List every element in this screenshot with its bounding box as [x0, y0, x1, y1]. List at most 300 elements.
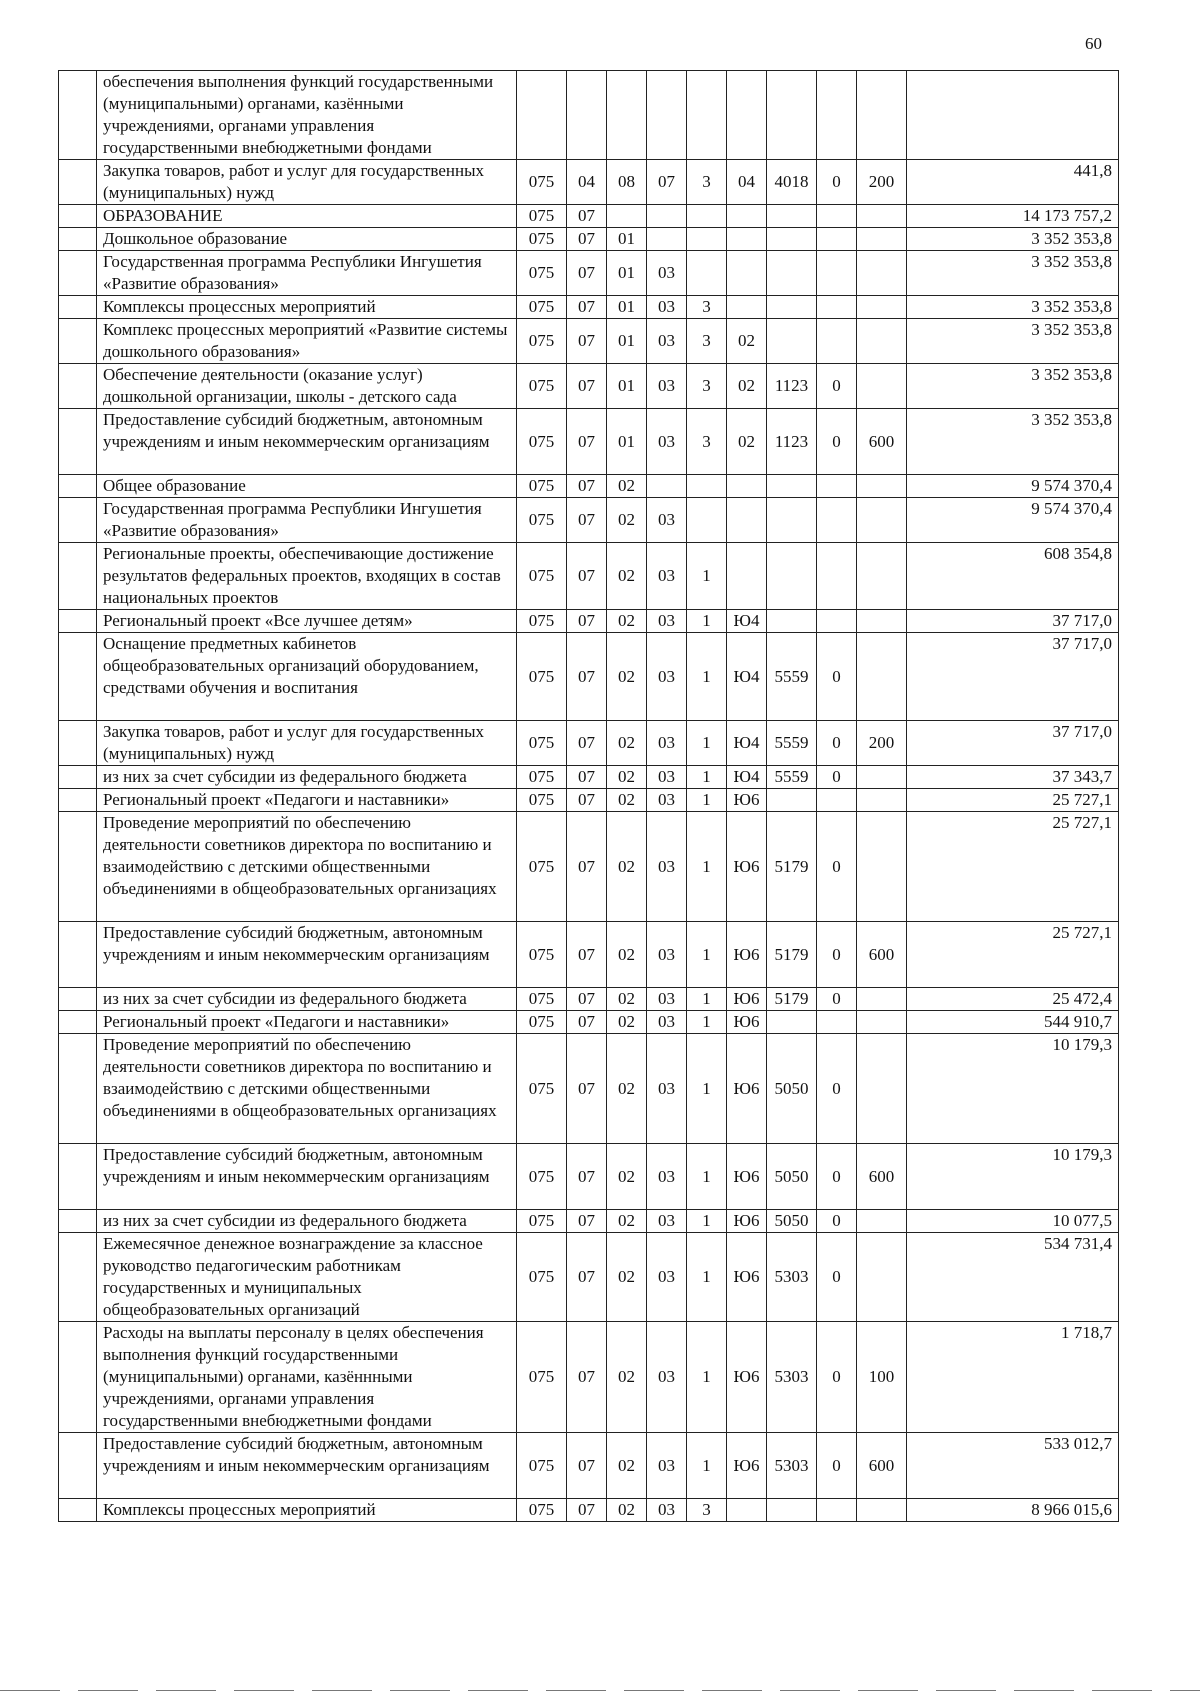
row-margin-cell — [59, 1233, 97, 1322]
row-margin-cell — [59, 766, 97, 789]
code-podrazdel — [607, 71, 647, 160]
row-amount: 25 727,1 — [907, 812, 1119, 922]
row-margin-cell — [59, 543, 97, 610]
table-row — [59, 1433, 1119, 1499]
code-subprogram — [727, 205, 767, 228]
code-type: 3 — [687, 160, 727, 205]
code-program: 03 — [647, 543, 687, 610]
code-direction: 5050 — [767, 1210, 817, 1233]
code-program — [647, 71, 687, 160]
code-glava: 075 — [517, 789, 567, 812]
code-sub: 0 — [817, 633, 857, 721]
code-glava: 075 — [517, 812, 567, 922]
row-name: Региональный проект «Педагоги и наставники» — [97, 789, 517, 812]
code-podrazdel: 02 — [607, 988, 647, 1011]
code-direction: 5303 — [767, 1322, 817, 1433]
code-sub: 0 — [817, 812, 857, 922]
code-vid-rashodov — [857, 319, 907, 364]
code-program: 03 — [647, 988, 687, 1011]
code-vid-rashodov: 100 — [857, 1322, 907, 1433]
code-type: 1 — [687, 1034, 727, 1144]
code-program — [647, 228, 687, 251]
row-margin-cell — [59, 409, 97, 475]
code-glava: 075 — [517, 475, 567, 498]
code-direction — [767, 498, 817, 543]
code-sub: 0 — [817, 1210, 857, 1233]
code-podrazdel: 02 — [607, 1233, 647, 1322]
code-subprogram — [727, 1499, 767, 1522]
code-razdel: 07 — [567, 1034, 607, 1144]
code-program: 03 — [647, 812, 687, 922]
row-name: Комплексы процессных мероприятий — [97, 296, 517, 319]
code-vid-rashodov — [857, 1011, 907, 1034]
code-type: 1 — [687, 1011, 727, 1034]
code-glava: 075 — [517, 1499, 567, 1522]
row-margin-cell — [59, 922, 97, 988]
code-vid-rashodov: 200 — [857, 721, 907, 766]
code-razdel: 07 — [567, 1011, 607, 1034]
code-sub: 0 — [817, 409, 857, 475]
code-type: 1 — [687, 789, 727, 812]
row-margin-cell — [59, 1433, 97, 1499]
code-podrazdel: 02 — [607, 789, 647, 812]
code-subprogram: Ю4 — [727, 766, 767, 789]
code-vid-rashodov: 600 — [857, 1433, 907, 1499]
code-glava: 075 — [517, 1433, 567, 1499]
table-row — [59, 922, 1119, 988]
code-program: 03 — [647, 922, 687, 988]
table-row — [59, 409, 1119, 475]
row-amount: 3 352 353,8 — [907, 296, 1119, 319]
code-podrazdel: 02 — [607, 1210, 647, 1233]
code-subprogram — [727, 228, 767, 251]
code-program: 03 — [647, 721, 687, 766]
code-vid-rashodov — [857, 766, 907, 789]
code-sub — [817, 205, 857, 228]
code-glava: 075 — [517, 1210, 567, 1233]
code-podrazdel: 01 — [607, 364, 647, 409]
code-razdel: 07 — [567, 789, 607, 812]
code-subprogram: Ю6 — [727, 1011, 767, 1034]
row-margin-cell — [59, 1499, 97, 1522]
code-direction: 5303 — [767, 1233, 817, 1322]
code-subprogram — [727, 71, 767, 160]
code-podrazdel: 02 — [607, 812, 647, 922]
code-subprogram: Ю4 — [727, 721, 767, 766]
code-program — [647, 205, 687, 228]
code-glava: 075 — [517, 766, 567, 789]
code-podrazdel: 02 — [607, 1499, 647, 1522]
code-razdel: 07 — [567, 922, 607, 988]
table-row — [59, 319, 1119, 364]
row-name: Предоставление субсидий бюджетным, автономным учреждениям и иным некоммерческим организациям — [97, 1144, 517, 1210]
code-subprogram — [727, 498, 767, 543]
code-razdel: 07 — [567, 1499, 607, 1522]
row-margin-cell — [59, 1210, 97, 1233]
table-row — [59, 789, 1119, 812]
code-vid-rashodov — [857, 543, 907, 610]
code-program: 03 — [647, 409, 687, 475]
code-glava: 075 — [517, 409, 567, 475]
page-bottom-line — [0, 1690, 1200, 1691]
row-amount: 25 472,4 — [907, 988, 1119, 1011]
code-program: 03 — [647, 789, 687, 812]
row-amount: 441,8 — [907, 160, 1119, 205]
code-podrazdel: 02 — [607, 475, 647, 498]
code-sub — [817, 543, 857, 610]
row-name: Предоставление субсидий бюджетным, автономным учреждениям и иным некоммерческим организациям — [97, 409, 517, 475]
code-program: 03 — [647, 1144, 687, 1210]
row-name: Обеспечение деятельности (оказание услуг) дошкольной организации, школы - детского сада — [97, 364, 517, 409]
code-razdel — [567, 71, 607, 160]
code-glava: 075 — [517, 1322, 567, 1433]
code-subprogram: Ю6 — [727, 1210, 767, 1233]
table-row — [59, 251, 1119, 296]
code-razdel: 07 — [567, 610, 607, 633]
table-row — [59, 475, 1119, 498]
row-amount: 37 717,0 — [907, 610, 1119, 633]
code-podrazdel: 01 — [607, 296, 647, 319]
row-margin-cell — [59, 498, 97, 543]
row-amount: 14 173 757,2 — [907, 205, 1119, 228]
code-type: 1 — [687, 988, 727, 1011]
code-subprogram: 04 — [727, 160, 767, 205]
code-sub — [817, 228, 857, 251]
code-razdel: 07 — [567, 228, 607, 251]
code-podrazdel: 02 — [607, 922, 647, 988]
code-type: 3 — [687, 409, 727, 475]
code-razdel: 07 — [567, 1433, 607, 1499]
table-row — [59, 766, 1119, 789]
code-podrazdel: 02 — [607, 543, 647, 610]
code-subprogram: 02 — [727, 319, 767, 364]
code-glava: 075 — [517, 319, 567, 364]
code-sub: 0 — [817, 1233, 857, 1322]
table-row — [59, 364, 1119, 409]
row-name: Комплекс процессных мероприятий «Развитие системы дошкольного образования» — [97, 319, 517, 364]
code-type: 1 — [687, 543, 727, 610]
table-row — [59, 1210, 1119, 1233]
page-number: 60 — [1085, 34, 1102, 53]
row-amount: 3 352 353,8 — [907, 364, 1119, 409]
code-razdel: 04 — [567, 160, 607, 205]
code-vid-rashodov — [857, 498, 907, 543]
code-program: 03 — [647, 364, 687, 409]
table-row — [59, 988, 1119, 1011]
code-podrazdel: 08 — [607, 160, 647, 205]
code-razdel: 07 — [567, 251, 607, 296]
code-glava: 075 — [517, 922, 567, 988]
row-name: Государственная программа Республики Ингушетия «Развитие образования» — [97, 498, 517, 543]
table-row — [59, 296, 1119, 319]
table-row — [59, 543, 1119, 610]
code-direction — [767, 228, 817, 251]
code-type: 1 — [687, 1144, 727, 1210]
code-subprogram — [727, 251, 767, 296]
code-program: 03 — [647, 1011, 687, 1034]
row-amount: 3 352 353,8 — [907, 319, 1119, 364]
code-program: 03 — [647, 610, 687, 633]
code-sub: 0 — [817, 1144, 857, 1210]
code-glava: 075 — [517, 610, 567, 633]
code-program: 03 — [647, 1233, 687, 1322]
code-sub: 0 — [817, 922, 857, 988]
code-vid-rashodov — [857, 633, 907, 721]
row-amount: 37 717,0 — [907, 721, 1119, 766]
code-subprogram: 02 — [727, 409, 767, 475]
row-amount: 25 727,1 — [907, 922, 1119, 988]
table-row — [59, 1233, 1119, 1322]
code-subprogram — [727, 475, 767, 498]
row-margin-cell — [59, 296, 97, 319]
code-direction: 5179 — [767, 922, 817, 988]
code-subprogram: Ю4 — [727, 633, 767, 721]
code-direction — [767, 789, 817, 812]
table-row — [59, 1322, 1119, 1433]
code-glava: 075 — [517, 251, 567, 296]
row-amount: 10 077,5 — [907, 1210, 1119, 1233]
table-body — [59, 71, 1119, 1522]
code-sub — [817, 610, 857, 633]
code-razdel: 07 — [567, 543, 607, 610]
table-row — [59, 1499, 1119, 1522]
table-row — [59, 633, 1119, 721]
row-name: из них за счет субсидии из федерального бюджета — [97, 766, 517, 789]
code-sub — [817, 251, 857, 296]
code-vid-rashodov — [857, 1034, 907, 1144]
row-margin-cell — [59, 610, 97, 633]
row-amount: 8 966 015,6 — [907, 1499, 1119, 1522]
code-vid-rashodov — [857, 789, 907, 812]
code-razdel: 07 — [567, 364, 607, 409]
code-sub — [817, 1011, 857, 1034]
row-name: ОБРАЗОВАНИЕ — [97, 205, 517, 228]
code-podrazdel: 02 — [607, 1144, 647, 1210]
code-direction — [767, 205, 817, 228]
code-subprogram: Ю6 — [727, 1034, 767, 1144]
code-direction: 5179 — [767, 988, 817, 1011]
table-row — [59, 498, 1119, 543]
table-row — [59, 1011, 1119, 1034]
code-program: 03 — [647, 633, 687, 721]
table-row — [59, 610, 1119, 633]
row-margin-cell — [59, 319, 97, 364]
code-glava — [517, 71, 567, 160]
row-name: Предоставление субсидий бюджетным, автономным учреждениям и иным некоммерческим организациям — [97, 922, 517, 988]
code-type: 1 — [687, 721, 727, 766]
code-glava: 075 — [517, 988, 567, 1011]
code-razdel: 07 — [567, 633, 607, 721]
code-sub — [817, 789, 857, 812]
code-subprogram: Ю6 — [727, 1433, 767, 1499]
code-podrazdel: 02 — [607, 766, 647, 789]
row-name: из них за счет субсидии из федерального бюджета — [97, 988, 517, 1011]
code-program: 03 — [647, 1322, 687, 1433]
row-amount: 9 574 370,4 — [907, 498, 1119, 543]
row-margin-cell — [59, 812, 97, 922]
code-podrazdel: 02 — [607, 1433, 647, 1499]
code-type — [687, 251, 727, 296]
code-vid-rashodov — [857, 988, 907, 1011]
row-name: Проведение мероприятий по обеспечению деятельности советников директора по воспитанию и взаимодействию с детскими общественными объединениями в общеобразовательных организациях — [97, 812, 517, 922]
table-row — [59, 721, 1119, 766]
table-row — [59, 1034, 1119, 1144]
row-amount: 544 910,7 — [907, 1011, 1119, 1034]
row-amount: 3 352 353,8 — [907, 228, 1119, 251]
code-glava: 075 — [517, 364, 567, 409]
code-program: 03 — [647, 296, 687, 319]
code-razdel: 07 — [567, 475, 607, 498]
code-glava: 075 — [517, 498, 567, 543]
row-margin-cell — [59, 1011, 97, 1034]
code-direction — [767, 610, 817, 633]
row-amount: 37 343,7 — [907, 766, 1119, 789]
code-direction — [767, 319, 817, 364]
code-direction — [767, 1499, 817, 1522]
row-name: Оснащение предметных кабинетов общеобразовательных организаций оборудованием, средствами обучения и воспитания — [97, 633, 517, 721]
code-sub: 0 — [817, 364, 857, 409]
row-name: Государственная программа Республики Ингушетия «Развитие образования» — [97, 251, 517, 296]
code-razdel: 07 — [567, 721, 607, 766]
code-podrazdel: 01 — [607, 251, 647, 296]
code-podrazdel — [607, 205, 647, 228]
code-type: 3 — [687, 319, 727, 364]
code-vid-rashodov — [857, 1210, 907, 1233]
code-glava: 075 — [517, 1034, 567, 1144]
row-margin-cell — [59, 364, 97, 409]
row-name: Дошкольное образование — [97, 228, 517, 251]
code-vid-rashodov — [857, 296, 907, 319]
row-name: Комплексы процессных мероприятий — [97, 1499, 517, 1522]
row-amount: 9 574 370,4 — [907, 475, 1119, 498]
row-margin-cell — [59, 1034, 97, 1144]
row-margin-cell — [59, 633, 97, 721]
code-razdel: 07 — [567, 409, 607, 475]
table-row — [59, 1144, 1119, 1210]
code-vid-rashodov — [857, 251, 907, 296]
code-glava: 075 — [517, 1011, 567, 1034]
code-direction: 4018 — [767, 160, 817, 205]
code-direction: 5179 — [767, 812, 817, 922]
code-program: 03 — [647, 1499, 687, 1522]
code-type — [687, 475, 727, 498]
code-sub — [817, 1499, 857, 1522]
code-razdel: 07 — [567, 205, 607, 228]
code-podrazdel: 02 — [607, 610, 647, 633]
row-margin-cell — [59, 251, 97, 296]
code-program: 03 — [647, 766, 687, 789]
code-podrazdel: 02 — [607, 1034, 647, 1144]
code-podrazdel: 01 — [607, 228, 647, 251]
code-sub — [817, 498, 857, 543]
table-row — [59, 812, 1119, 922]
code-direction: 5050 — [767, 1034, 817, 1144]
code-direction — [767, 296, 817, 319]
code-podrazdel: 01 — [607, 319, 647, 364]
code-podrazdel: 02 — [607, 721, 647, 766]
code-type: 1 — [687, 812, 727, 922]
code-vid-rashodov — [857, 228, 907, 251]
code-vid-rashodov — [857, 71, 907, 160]
code-razdel: 07 — [567, 1322, 607, 1433]
row-amount: 10 179,3 — [907, 1144, 1119, 1210]
row-margin-cell — [59, 721, 97, 766]
code-sub — [817, 475, 857, 498]
row-name: Региональный проект «Все лучшее детям» — [97, 610, 517, 633]
code-subprogram: Ю6 — [727, 789, 767, 812]
code-vid-rashodov: 600 — [857, 409, 907, 475]
code-glava: 075 — [517, 205, 567, 228]
code-type: 1 — [687, 766, 727, 789]
row-name: Расходы на выплаты персоналу в целях обеспечения выполнения функций государственными (муниципальными) органами, казённными учреждениями, органами управления государственными внебюджетными фондами — [97, 1322, 517, 1433]
code-vid-rashodov — [857, 1233, 907, 1322]
code-glava: 075 — [517, 228, 567, 251]
row-name: обеспечения выполнения функций государственными (муниципальными) органами, казёнными учреждениями, органами управления государственными внебюджетными фондами — [97, 71, 517, 160]
code-subprogram: Ю6 — [727, 988, 767, 1011]
code-glava: 075 — [517, 296, 567, 319]
code-glava: 075 — [517, 160, 567, 205]
code-type — [687, 71, 727, 160]
code-program — [647, 475, 687, 498]
code-sub: 0 — [817, 766, 857, 789]
code-vid-rashodov — [857, 364, 907, 409]
row-amount: 37 717,0 — [907, 633, 1119, 721]
code-direction: 5559 — [767, 633, 817, 721]
row-margin-cell — [59, 988, 97, 1011]
code-direction: 5050 — [767, 1144, 817, 1210]
row-amount: 1 718,7 — [907, 1322, 1119, 1433]
row-amount: 3 352 353,8 — [907, 251, 1119, 296]
code-direction: 5559 — [767, 766, 817, 789]
code-razdel: 07 — [567, 766, 607, 789]
code-vid-rashodov — [857, 610, 907, 633]
code-vid-rashodov: 600 — [857, 922, 907, 988]
code-direction — [767, 1011, 817, 1034]
code-sub — [817, 319, 857, 364]
row-name: Проведение мероприятий по обеспечению деятельности советников директора по воспитанию и взаимодействию с детскими общественными объединениями в общеобразовательных организациях — [97, 1034, 517, 1144]
code-glava: 075 — [517, 721, 567, 766]
code-razdel: 07 — [567, 498, 607, 543]
code-direction — [767, 71, 817, 160]
code-razdel: 07 — [567, 988, 607, 1011]
code-sub — [817, 296, 857, 319]
code-vid-rashodov — [857, 1499, 907, 1522]
code-program: 03 — [647, 1034, 687, 1144]
code-type: 1 — [687, 1210, 727, 1233]
code-type: 1 — [687, 1233, 727, 1322]
row-name: из них за счет субсидии из федерального бюджета — [97, 1210, 517, 1233]
code-subprogram: Ю6 — [727, 922, 767, 988]
code-program: 07 — [647, 160, 687, 205]
code-type: 1 — [687, 610, 727, 633]
code-direction: 5303 — [767, 1433, 817, 1499]
code-sub: 0 — [817, 1034, 857, 1144]
code-glava: 075 — [517, 543, 567, 610]
code-podrazdel: 02 — [607, 498, 647, 543]
code-glava: 075 — [517, 1233, 567, 1322]
code-vid-rashodov — [857, 205, 907, 228]
row-margin-cell — [59, 789, 97, 812]
row-amount: 533 012,7 — [907, 1433, 1119, 1499]
code-type: 1 — [687, 633, 727, 721]
code-direction — [767, 251, 817, 296]
code-program: 03 — [647, 498, 687, 543]
code-podrazdel: 02 — [607, 1011, 647, 1034]
code-program: 03 — [647, 1433, 687, 1499]
row-margin-cell — [59, 475, 97, 498]
row-amount: 25 727,1 — [907, 789, 1119, 812]
code-direction: 1123 — [767, 409, 817, 475]
